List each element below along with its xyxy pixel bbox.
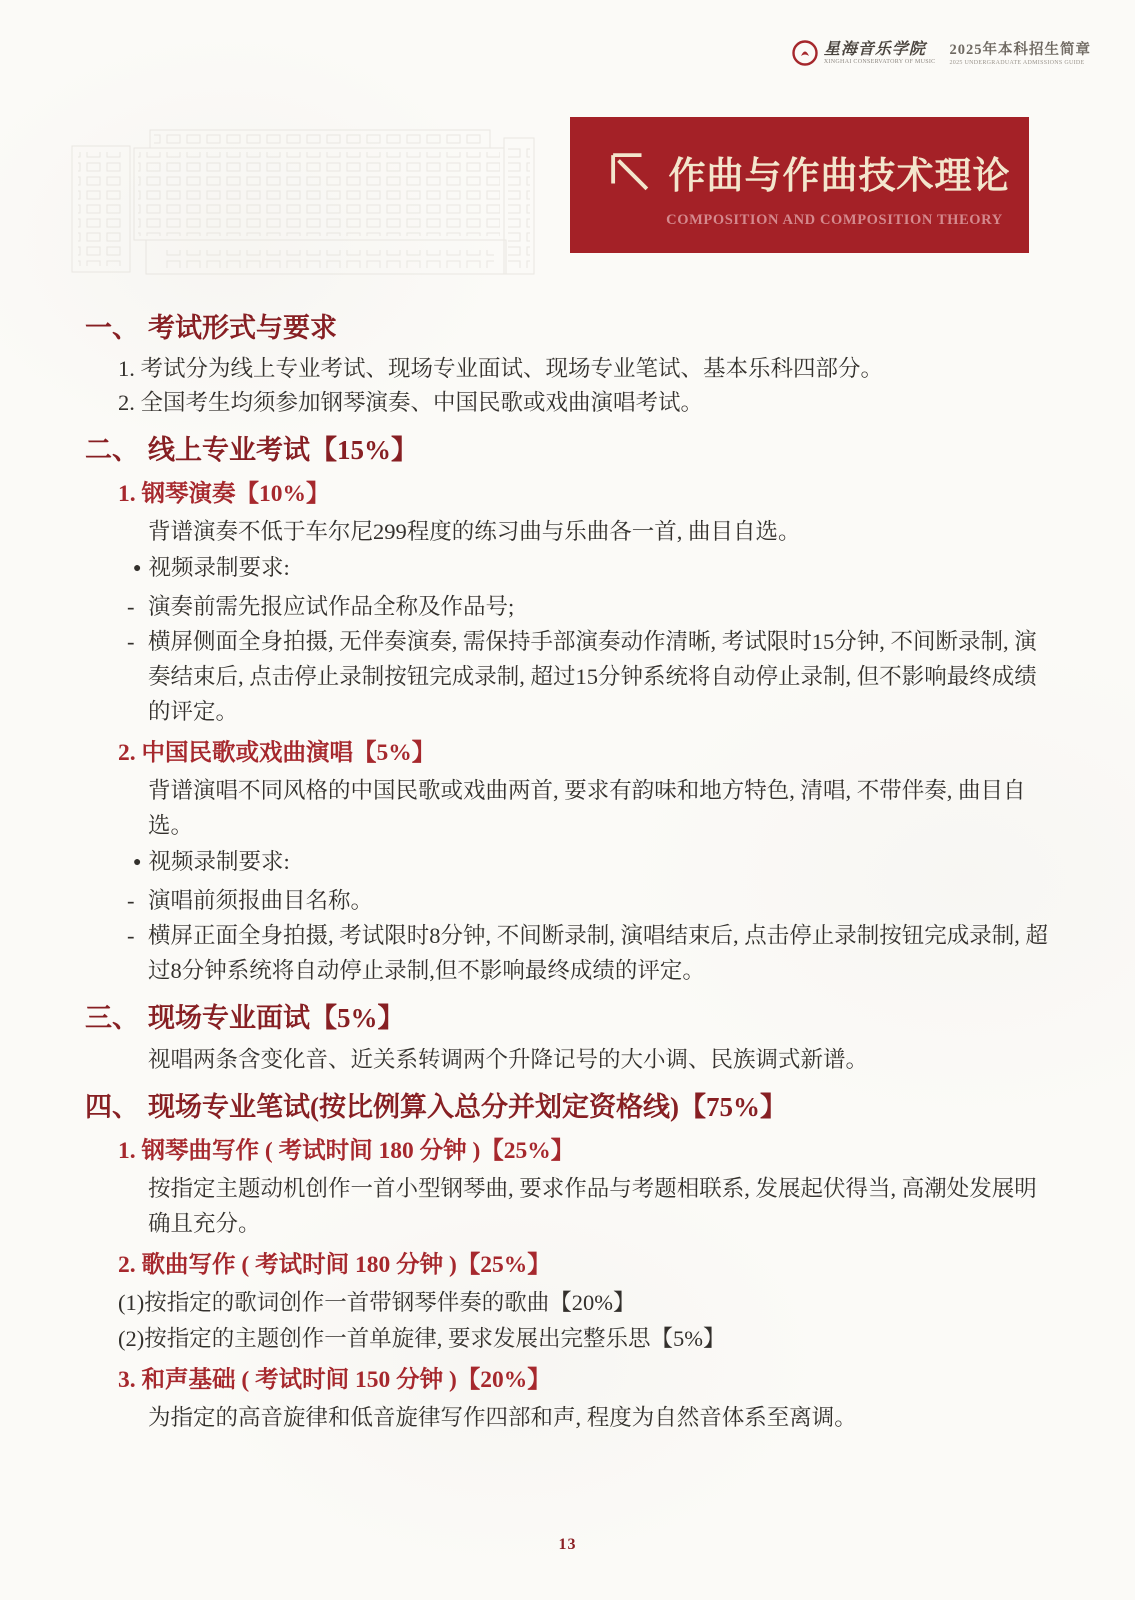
bullet-icon: ● [133, 855, 142, 870]
section-3-heading [85, 998, 1059, 1038]
numbered-paragraph: (2)按指定的主题创作一首单旋律, 要求发展出完整乐思【5%】 [118, 1326, 726, 1351]
dash-icon: - [127, 888, 135, 913]
section-number: 三、 [85, 1003, 139, 1033]
dash-icon: - [127, 594, 135, 619]
guide-title-en: 2025 UNDERGRADUATE ADMISSIONS GUIDE [949, 60, 1085, 66]
guide-title-cn: 2025年本科招生简章 [949, 42, 1091, 58]
dash-text: 横屏正面全身拍摄, 考试限时8分钟, 不间断录制, 演唱结束后, 点击停止录制按钮完成录制, 超过8分钟系统将自动停止录制,但不影响最终成绩的评定。 [148, 923, 1049, 983]
dash-item [127, 918, 1059, 988]
school-name-cn: 星海音乐学院 [823, 40, 926, 58]
school-seal-icon [792, 40, 818, 66]
major-title-en: COMPOSITION AND COMPOSITION THEORY [666, 212, 1003, 228]
section-number: 四、 [85, 1092, 139, 1122]
dash-icon: - [127, 629, 135, 654]
bullet-item [133, 844, 1059, 883]
building-sketch [64, 118, 542, 282]
paragraph: 视唱两条含变化音、近关系转调两个升降记号的大小调、民族调式新谱。 [148, 1047, 869, 1072]
document-body [0, 308, 1135, 1435]
admissions-guide-title [950, 40, 1092, 67]
section-4-heading [85, 1087, 1059, 1127]
paragraph: 为指定的高音旋律和低音旋律写作四部和声, 程度为自然音体系至离调。 [148, 1405, 857, 1430]
dash-item [127, 589, 1059, 624]
section-number: 二、 [85, 435, 139, 465]
major-title: 作曲与作曲技术理论 [668, 156, 1011, 197]
bullet-text: 视频录制要求: [148, 849, 290, 874]
page-number: 13 [558, 1536, 577, 1553]
section-number: 一、 [85, 313, 139, 343]
bullet-text: 视频录制要求: [148, 555, 290, 580]
major-banner [570, 117, 1029, 253]
school-logo [792, 40, 936, 66]
arrow-up-left-icon [607, 149, 653, 195]
bullet-item [133, 550, 1059, 589]
section-title: 现场专业面试【5%】 [148, 1003, 405, 1033]
subsection-heading: 2. 中国民歌或戏曲演唱【5%】 [118, 740, 436, 766]
subsection-heading: 2. 歌曲写作 ( 考试时间 180 分钟 )【25%】 [118, 1252, 551, 1278]
school-logo-text [824, 41, 936, 66]
section-title: 线上专业考试【15%】 [148, 435, 418, 465]
paragraph: 按指定主题动机创作一首小型钢琴曲, 要求作品与考题相联系, 发展起伏得当, 高潮处发展明确且充分。 [148, 1176, 1037, 1236]
page-header [792, 40, 1091, 67]
paragraph: 背谱演奏不低于车尔尼299程度的练习曲与乐曲各一首, 曲目自选。 [148, 519, 801, 544]
numbered-paragraph: (1)按指定的歌词创作一首带钢琴伴奏的歌曲【20%】 [118, 1290, 636, 1315]
bullet-icon: ● [133, 561, 142, 576]
section-1-heading [85, 308, 1059, 348]
section-2-heading [85, 430, 1059, 470]
dash-icon: - [127, 923, 135, 948]
subsection-heading: 1. 钢琴曲写作 ( 考试时间 180 分钟 )【25%】 [118, 1138, 575, 1164]
dash-item [127, 624, 1059, 729]
dash-item [127, 883, 1059, 918]
list-item: 1. 考试分为线上专业考试、现场专业面试、现场专业笔试、基本乐科四部分。 [118, 356, 884, 381]
subsection-heading: 1. 钢琴演奏【10%】 [118, 481, 330, 507]
dash-text: 演唱前须报曲目名称。 [148, 888, 374, 913]
dash-text: 横屏侧面全身拍摄, 无伴奏演奏, 需保持手部演奏动作清晰, 考试限时15分钟, 不间断录制, 演奏结束后, 点击停止录制按钮完成录制, 超过15分钟系统将自动停止录制, 但不影响最终成绩的评定。 [148, 629, 1037, 724]
banner-title-row [607, 145, 1011, 199]
list-item: 2. 全国考生均须参加钢琴演奏、中国民歌或戏曲演唱考试。 [118, 390, 704, 415]
section-title: 考试形式与要求 [148, 313, 337, 343]
section-title: 现场专业笔试(按比例算入总分并划定资格线)【75%】 [148, 1092, 787, 1122]
school-name-en: XINGHAI CONSERVATORY OF MUSIC [823, 58, 936, 65]
dash-text: 演奏前需先报应试作品全称及作品号; [148, 594, 515, 619]
subsection-heading: 3. 和声基础 ( 考试时间 150 分钟 )【20%】 [118, 1367, 551, 1393]
paragraph: 背谱演唱不同风格的中国民歌或戏曲两首, 要求有韵味和地方特色, 清唱, 不带伴奏, 曲目自选。 [148, 778, 1026, 838]
